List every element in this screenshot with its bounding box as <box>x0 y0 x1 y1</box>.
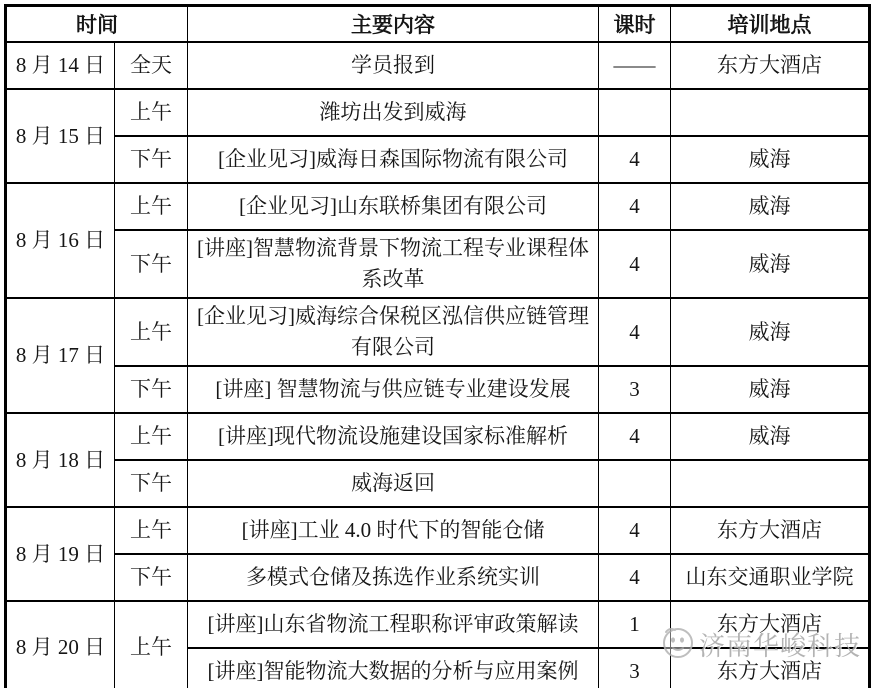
table-row <box>6 42 870 89</box>
hours-cell: 4 <box>599 298 671 366</box>
content-cell: [讲座]智慧物流背景下物流工程专业课程体系改革 <box>188 230 599 298</box>
content-cell: [企业见习]山东联桥集团有限公司 <box>188 183 599 230</box>
header-time: 时间 <box>6 6 188 43</box>
location-cell: 东方大酒店 <box>671 648 870 688</box>
hours-cell: 4 <box>599 183 671 230</box>
location-cell: 威海 <box>671 366 870 413</box>
period-cell: 上午 <box>115 298 188 366</box>
hours-cell: 4 <box>599 230 671 298</box>
header-location: 培训地点 <box>671 6 870 43</box>
location-cell: 山东交通职业学院 <box>671 554 870 601</box>
content-cell: [讲座] 智慧物流与供应链专业建设发展 <box>188 366 599 413</box>
location-cell: 东方大酒店 <box>671 42 870 89</box>
header-content: 主要内容 <box>188 6 599 43</box>
period-cell: 上午 <box>115 601 188 688</box>
date-cell: 8 月 17 日 <box>6 298 115 413</box>
location-cell <box>671 89 870 136</box>
location-cell: 威海 <box>671 413 870 460</box>
table-row <box>6 413 870 460</box>
content-cell: 威海返回 <box>188 460 599 507</box>
content-cell: [企业见习]威海日森国际物流有限公司 <box>188 136 599 183</box>
period-cell: 上午 <box>115 507 188 554</box>
period-cell: 上午 <box>115 413 188 460</box>
period-cell: 下午 <box>115 554 188 601</box>
period-cell: 上午 <box>115 183 188 230</box>
content-cell: 多模式仓储及拣选作业系统实训 <box>188 554 599 601</box>
period-cell: 下午 <box>115 460 188 507</box>
location-cell: 威海 <box>671 298 870 366</box>
header-hours: 课时 <box>599 6 671 43</box>
hours-cell: —— <box>599 42 671 89</box>
content-cell: [企业见习]威海综合保税区泓信供应链管理有限公司 <box>188 298 599 366</box>
table-header <box>6 6 870 43</box>
hours-cell: 3 <box>599 648 671 688</box>
date-cell: 8 月 20 日 <box>6 601 115 688</box>
table-row <box>6 298 870 366</box>
date-cell: 8 月 16 日 <box>6 183 115 298</box>
location-cell: 威海 <box>671 136 870 183</box>
schedule-body <box>6 42 870 688</box>
content-cell: [讲座]山东省物流工程职称评审政策解读 <box>188 601 599 648</box>
location-cell: 威海 <box>671 183 870 230</box>
hours-cell: 1 <box>599 601 671 648</box>
period-cell: 全天 <box>115 42 188 89</box>
date-cell: 8 月 19 日 <box>6 507 115 601</box>
content-cell: [讲座]工业 4.0 时代下的智能仓储 <box>188 507 599 554</box>
content-cell: 学员报到 <box>188 42 599 89</box>
table-row <box>6 601 870 648</box>
content-cell: [讲座]现代物流设施建设国家标准解析 <box>188 413 599 460</box>
table-row <box>6 89 870 136</box>
hours-cell: 4 <box>599 554 671 601</box>
date-cell: 8 月 15 日 <box>6 89 115 183</box>
period-cell: 下午 <box>115 366 188 413</box>
location-cell: 东方大酒店 <box>671 507 870 554</box>
location-cell: 威海 <box>671 230 870 298</box>
table-row <box>6 230 870 298</box>
period-cell: 上午 <box>115 89 188 136</box>
table-row <box>6 554 870 601</box>
table-row <box>6 183 870 230</box>
period-cell: 下午 <box>115 136 188 183</box>
header-row <box>6 6 870 43</box>
table-row <box>6 136 870 183</box>
location-cell <box>671 460 870 507</box>
table-row <box>6 460 870 507</box>
hours-cell <box>599 460 671 507</box>
hours-cell: 3 <box>599 366 671 413</box>
hours-cell: 4 <box>599 136 671 183</box>
watermark-text: 济南华峻科技 <box>699 631 862 661</box>
content-cell: [讲座]智能物流大数据的分析与应用案例 <box>188 648 599 688</box>
date-cell: 8 月 18 日 <box>6 413 115 507</box>
table-row <box>6 366 870 413</box>
hours-cell <box>599 89 671 136</box>
table-row <box>6 507 870 554</box>
hours-cell: 4 <box>599 507 671 554</box>
training-schedule-table <box>4 4 871 688</box>
hours-cell: 4 <box>599 413 671 460</box>
period-cell: 下午 <box>115 230 188 298</box>
location-cell: 东方大酒店 <box>671 601 870 648</box>
content-cell: 潍坊出发到威海 <box>188 89 599 136</box>
date-cell: 8 月 14 日 <box>6 42 115 89</box>
